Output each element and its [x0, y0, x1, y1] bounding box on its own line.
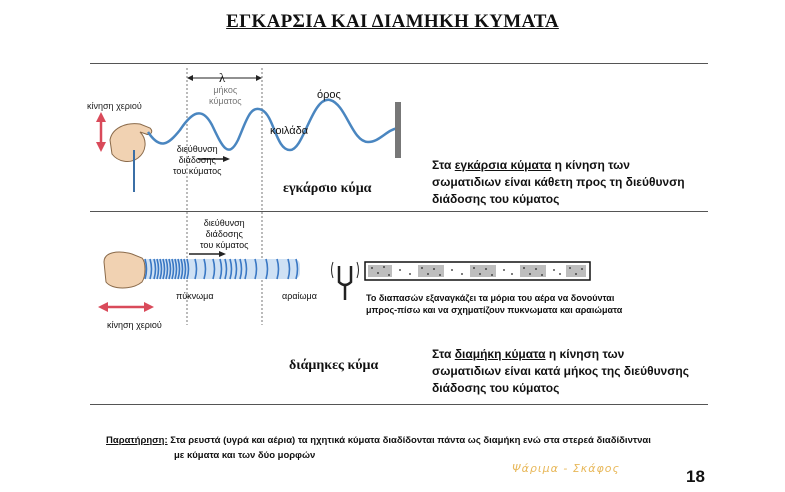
longitudinal-desc-suffix: η κίνηση των	[545, 347, 625, 361]
signature: Ψάριμα - Σκάφος	[512, 462, 620, 475]
longitudinal-desc-line2: σωματιδιων είναι κατά μήκος της διεύθυνσης	[432, 364, 690, 378]
fork-caption-line2: μπρος-πίσω και να σχηματίζουν πυκνωματα και αραιώματα	[366, 305, 623, 315]
longitudinal-desc-line3: διάδοσης του κύματος	[432, 381, 560, 395]
direction-label-middle-line1: διεύθυνση	[203, 218, 245, 228]
longitudinal-description	[432, 346, 689, 397]
direction-label-middle-line2: διάδοσης	[205, 229, 243, 239]
page-title: ΕΓΚΑΡΣΙΑ ΚΑΙ ΔΙΑΜΗΚΗ ΚΥΜΑΤΑ	[226, 11, 559, 32]
page-number: 18	[686, 467, 705, 486]
lambda-symbol: λ	[219, 70, 226, 85]
transverse-desc-line3: διάδοσης του κύματος	[432, 192, 560, 206]
trough-label: κοιλάδα	[270, 125, 309, 137]
transverse-description	[432, 157, 685, 208]
tuning-fork-icon	[339, 266, 351, 300]
direction-label-top	[173, 144, 221, 177]
direction-label-middle-line3: του κύματος	[200, 240, 249, 250]
hand-illustration	[110, 124, 152, 162]
longitudinal-desc-term: διαμήκη κύματα	[454, 347, 546, 361]
wavelength-label	[209, 85, 242, 107]
direction-label-middle	[200, 218, 248, 251]
transverse-desc-prefix: Στα	[432, 158, 455, 172]
longitudinal-heading: διάμηκες κύμα	[289, 358, 379, 373]
transverse-desc-suffix: η κίνηση των	[551, 158, 630, 172]
compression-label: πύκνωμα	[176, 291, 214, 301]
crest-label: όρος	[317, 89, 341, 101]
note-text-line1: Στα ρευστά (υγρά και αέρια) τα ηχητικά κύματα διαδίδονται πάντα ως διαμήκη ενώ στα στερεά διαδίδιντναι	[167, 435, 651, 446]
hand-pushing-slinky	[104, 252, 145, 288]
tuning-fork-caption	[366, 292, 622, 316]
rarefaction-label: αραίωμα	[282, 291, 317, 301]
wavelength-label-line2: κύματος	[209, 96, 242, 106]
note-line1	[106, 433, 651, 448]
hand-motion-label-bottom: κίνηση χεριού	[107, 320, 162, 330]
direction-label-top-line3: του κύματος	[173, 166, 222, 176]
note-label: Παρατήρηση:	[106, 435, 168, 446]
hand-motion-label-top: κίνηση χεριού	[87, 101, 142, 111]
wavelength-label-line1: μήκος	[213, 85, 238, 95]
longitudinal-desc-prefix: Στα	[432, 347, 455, 361]
wall	[395, 102, 401, 158]
transverse-desc-term: εγκάρσια κύματα	[454, 158, 552, 172]
transverse-heading: εγκάρσιο κύμα	[283, 181, 372, 196]
transverse-desc-line2: σωματιδιων είναι κάθετη προς τη διεύθυνση	[432, 175, 685, 189]
note-line2: με κύματα και των δύο μορφών	[174, 450, 316, 461]
direction-label-top-line1: διεύθυνση	[176, 144, 218, 154]
direction-label-top-line2: διάδοσης	[178, 155, 216, 165]
fork-caption-line1: Το διαπασών εξαναγκάζει τα μόρια του αέρα να δονούνται	[366, 293, 615, 303]
